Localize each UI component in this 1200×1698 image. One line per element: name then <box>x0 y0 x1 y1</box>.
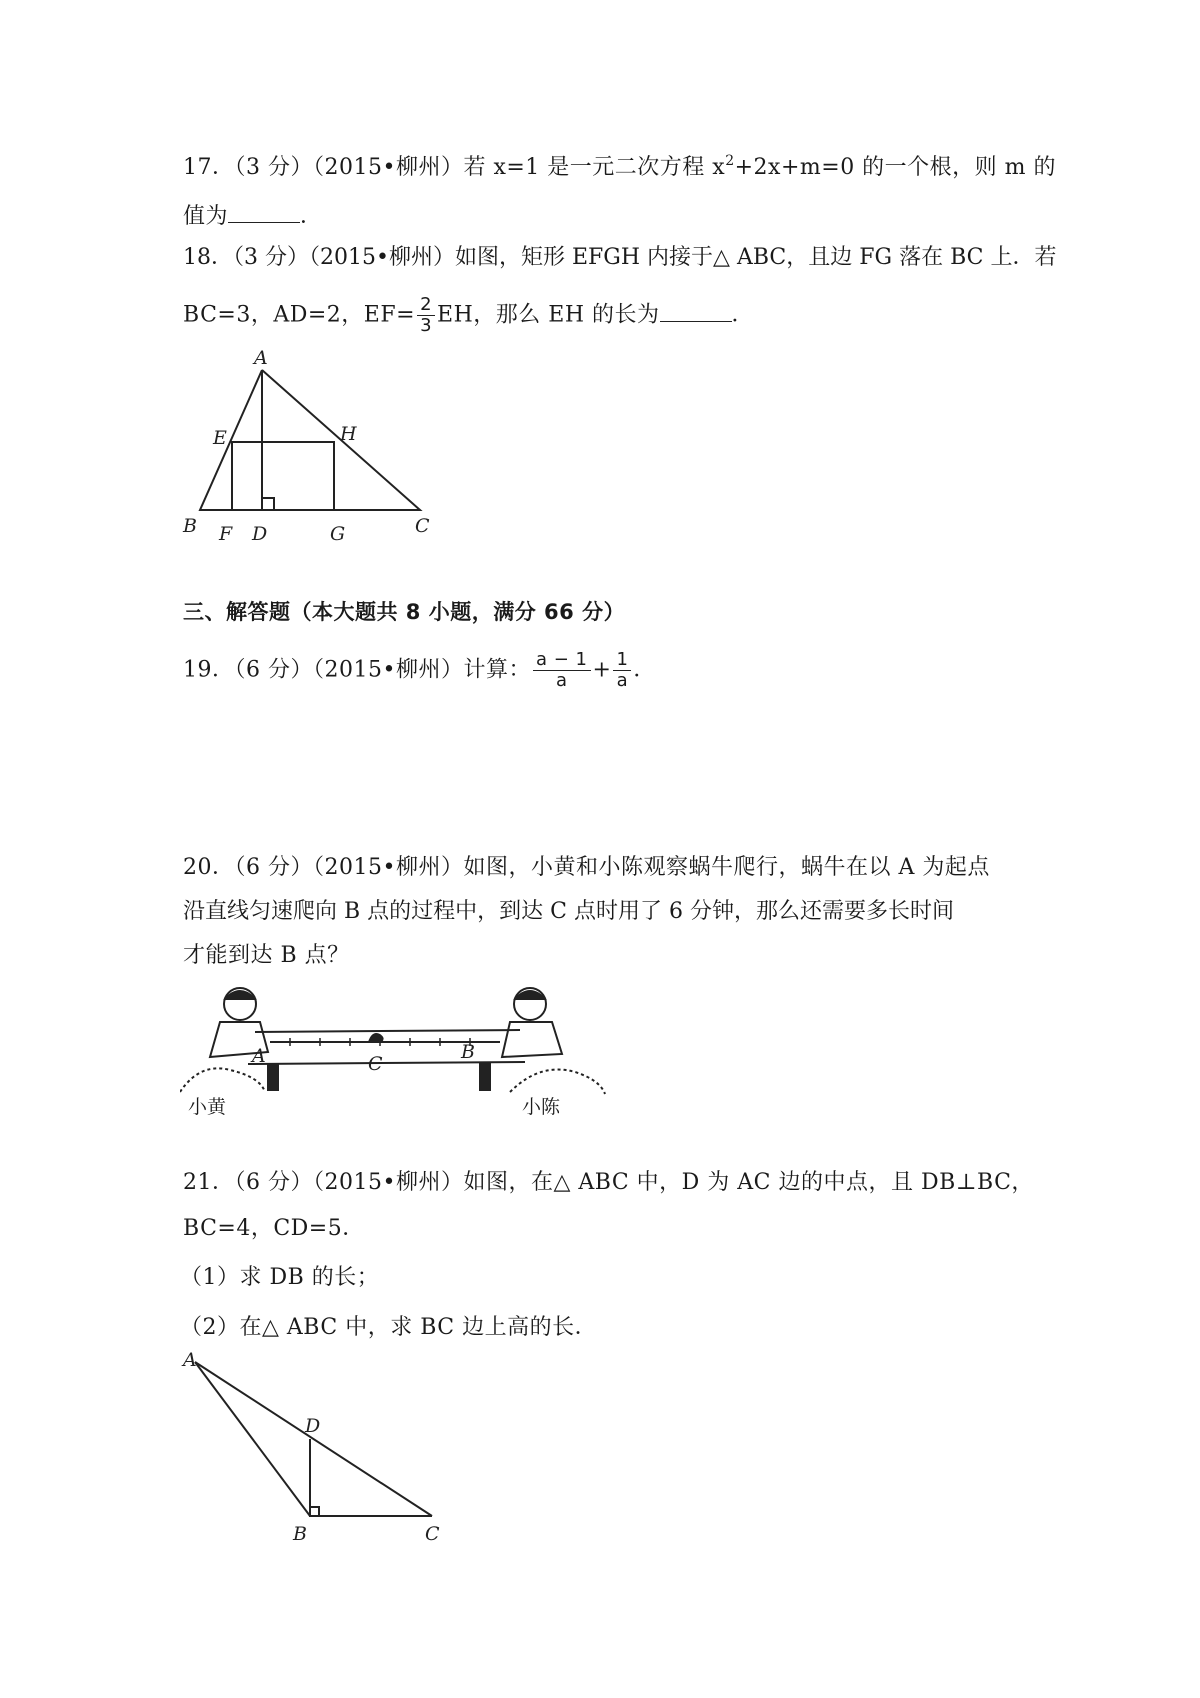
q18-frac-den: 3 <box>420 315 433 336</box>
segment-ac <box>195 1362 432 1516</box>
q21-source: （2015•柳州） <box>313 1170 464 1195</box>
q21-line1 <box>183 1168 1034 1198</box>
snail-shape <box>368 1033 384 1042</box>
q19-end: ． <box>633 657 656 683</box>
label-c: C <box>425 1523 440 1545</box>
board-top <box>255 1030 520 1032</box>
q17-text-a: 若 x=1 是一元二次方程 x <box>463 155 726 180</box>
label-a: A <box>252 1045 266 1067</box>
q18-number: 18． <box>183 245 233 270</box>
q21-figure <box>175 1350 455 1550</box>
q21-part2: （2）在△ ABC 中，求 BC 边上高的长． <box>180 1315 598 1340</box>
label-b: B <box>293 1523 307 1545</box>
q21-line2: BC=4，CD=5． <box>183 1216 365 1241</box>
label-c: C <box>415 515 430 537</box>
rectangle-efgh <box>232 442 334 510</box>
q19-frac2-den: a <box>616 670 629 691</box>
q18-line2 <box>183 295 754 336</box>
q20-source: （2015•柳州） <box>313 855 464 880</box>
q17-line2 <box>183 200 323 232</box>
q19-frac2-num: 1 <box>613 650 631 671</box>
q19-fraction-1 <box>533 650 591 691</box>
section-3-title: 三、解答题（本大题共 8 小题，满分 66 分） <box>183 600 626 624</box>
label-d: D <box>252 523 268 545</box>
right-angle-mark <box>310 1507 319 1516</box>
q19-source: （2015•柳州） <box>313 657 464 683</box>
q20-line3: 才能到达 B 点？ <box>183 943 350 968</box>
q17-number: 17． <box>183 155 235 180</box>
label-h: H <box>340 423 357 445</box>
q21-score: （6 分） <box>234 1170 313 1195</box>
q17-superscript: 2 <box>725 153 735 169</box>
table-leg-left <box>268 1064 278 1090</box>
right-angle-mark <box>262 498 274 510</box>
label-c: C <box>368 1053 383 1075</box>
q18-fraction <box>417 295 435 336</box>
label-d: D <box>305 1415 321 1437</box>
q21-number: 21． <box>183 1170 235 1195</box>
label-b: B <box>461 1041 475 1063</box>
q20-text: 如图，小黄和小陈观察蜗牛爬行，蜗牛在以 A 为起点 <box>463 855 990 880</box>
q21-text: 如图，在△ ABC 中，D 为 AC 边的中点，且 DB⊥BC， <box>463 1170 1034 1195</box>
q18-source: （2015•柳州） <box>309 245 455 270</box>
q18-answer-blank[interactable] <box>660 299 732 322</box>
q18-end: ． <box>731 302 755 328</box>
q19-frac1-den: a <box>555 670 568 691</box>
label-b: B <box>183 515 197 537</box>
q19-text: 计算： <box>463 657 531 683</box>
table-leg-right <box>480 1064 490 1090</box>
q17-source: （2015•柳州） <box>313 155 464 180</box>
q18-line1 <box>183 243 1056 273</box>
q18-line2-a: BC=3，AD=2，EF= <box>183 302 416 328</box>
q18-text: 如图，矩形 EFGH 内接于△ ABC，且边 FG 落在 BC 上．若 <box>454 245 1057 270</box>
label-g: G <box>330 523 346 545</box>
q20-score: （6 分） <box>234 855 313 880</box>
caption-xiaohuang: 小黄 <box>188 1096 227 1118</box>
q18-score: （3 分） <box>233 245 309 270</box>
q17-line2-text: 值为 <box>183 204 229 229</box>
q20-line2: 沿直线匀速爬向 B 点的过程中，到达 C 点时用了 6 分钟，那么还需要多长时间 <box>183 899 954 924</box>
q19-score: （6 分） <box>234 657 313 683</box>
label-e: E <box>213 427 227 449</box>
q19-plus: + <box>592 657 612 683</box>
q19-fraction-2 <box>613 650 631 691</box>
q18-frac-num: 2 <box>417 295 435 316</box>
q17-end: ． <box>300 204 323 229</box>
q19-number: 19． <box>183 657 235 683</box>
q19-line1 <box>183 650 656 691</box>
label-a: A <box>183 1350 197 1371</box>
q17-answer-blank[interactable] <box>228 200 300 223</box>
q20-number: 20． <box>183 855 235 880</box>
boy-right-drawing <box>502 988 605 1094</box>
boy-left-drawing <box>180 988 268 1092</box>
q17-text-b: +2x+m=0 的一个根，则 m 的 <box>734 155 1057 180</box>
q18-figure <box>180 350 440 550</box>
q17-line1 <box>183 153 1056 183</box>
q19-frac1-num: a − 1 <box>533 650 591 671</box>
caption-xiaochen: 小陈 <box>522 1096 561 1118</box>
q20-line1 <box>183 853 990 883</box>
q21-part1: （1）求 DB 的长； <box>180 1265 380 1290</box>
segment-ab <box>195 1362 310 1516</box>
q18-line2-b: EH，那么 EH 的长为 <box>437 302 660 328</box>
q17-score: （3 分） <box>234 155 313 180</box>
label-f: F <box>219 523 233 545</box>
label-a: A <box>254 350 268 369</box>
